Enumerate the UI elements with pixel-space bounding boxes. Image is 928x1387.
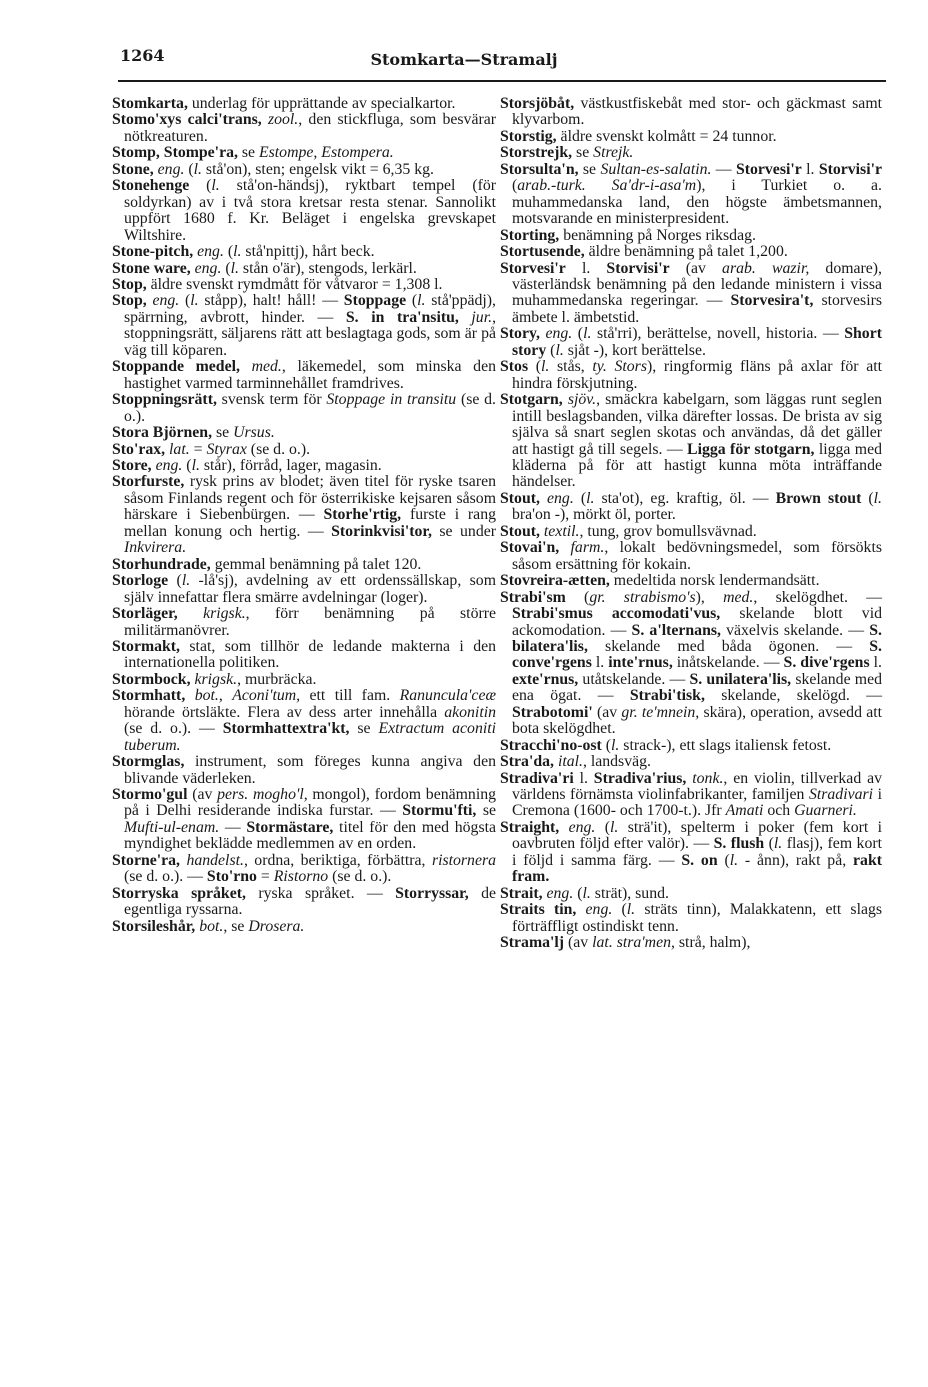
dictionary-entry: Stracchi'no-ost (l. strack-), ett slags italiensk fetost.	[500, 736, 832, 754]
dictionary-entry: Storläger, krigsk., förr benämning på större militärmanövrer.	[112, 605, 497, 639]
dictionary-entry: Strabi'sm (gr. strabismo's), med., skelögdhet. — Strabi'smus accomodati'vus, skelande blott vid ackomodation. — S. a'lternans, växelvis skelande. — S. bilatera'lis, skelande med båda ögonen. — S. conve'rgens l. inte'rnus, inåtskelande. — S. dive'rgens l. exte'rnus, utåtskelande. — S. unilatera'lis, skelande med ena ögat. — Strabi'tisk, skelande, skelögd. — Strabotomi' (av gr. te'mnein, skära), operation, avsedd att bota skelögdhet.	[500, 588, 883, 738]
dictionary-entry: Stonehenge (l. stå'on-händsj), ryktbart tempel (för soldyrkan) av i två stora kretsar resta stenar. Sannolikt uppfört 1680 f. Kr. Beläget i engelska grevskapet Wiltshire.	[112, 177, 497, 244]
dictionary-entry: Stone-pitch, eng. (l. stå'npittj), hårt beck.	[112, 243, 375, 261]
dictionary-entry: Stoppningsrätt, svensk term för Stoppage in transitu (se d. o.).	[112, 391, 497, 425]
dictionary-entry: Storting, benämning på Norges riksdag.	[500, 226, 756, 244]
dictionary-entry: Storvesi'r l. Storvisi'r (av arab. wazir, domare), västerländsk benämning på den ledande ministern i vissa muhammedanska regeringar. — Storvesira't, storvesirs ämbete l. ämbetstid.	[500, 259, 883, 326]
dictionary-entry: Stout, textil., tung, grov bomullsvävnad.	[500, 522, 757, 540]
dictionary-entry: Stovreira-ætten, medeltida norsk lendermandsätt.	[500, 572, 820, 590]
dictionary-entry: Stout, eng. (l. sta'ot), eg. kraftig, öl. — Brown stout (l. bra'on -), mörkt öl, porter.	[500, 489, 882, 524]
dictionary-entry: Storsulta'n, se Sultan-es-salatin. — Storvesi'r l. Storvisi'r (arab.-turk. Sa'dr-i-asa'm), i Turkiet o. a. muhammedanska land, den högste ämbetsmannen, motsvarande en ministerpresident.	[500, 160, 882, 228]
page-number: 1264	[120, 46, 165, 65]
dictionary-entry: Stoppande medel, med., läkemedel, som minska den hastighet varmed tarminnehållet framdrives.	[112, 358, 496, 392]
dictionary-entry: Strama'lj (av lat. stra'men, strå, halm),	[500, 934, 751, 952]
dictionary-entry: Storsjöbåt, västkustfiskebåt med stor- och gäckmast samt klyvarbom.	[500, 95, 882, 129]
dictionary-entry: Stormhatt, bot., Aconi'tum, ett till fam. Ranuncula'ceæ hörande örtsläkte. Flera av dess arter innehålla akonitin (se d. o.). — Stormhattextra'kt, se Extractum aconiti tuberum.	[112, 687, 497, 754]
dictionary-entry: Stotgarn, sjöv., smäckra kabelgarn, som läggas runt seglen intill beslagsbanden, vilka därefter lossas. De brista av sig själva så snart seglen skotas och användas, då det gäller att hastigt gå till segels. — Ligga för stotgarn, ligga med kläderna på för att hastigt kunna möta inträffande händelser.	[500, 391, 882, 491]
dictionary-entry: Stormglas, instrument, som föreges kunna angiva den blivande väderleken.	[112, 753, 496, 787]
dictionary-entry: Stora Björnen, se Ursus.	[112, 424, 275, 442]
left-column	[112, 96, 496, 935]
dictionary-entry: Stovai'n, farm., lokalt bedövningsmedel, som försökts såsom ersättning för kokain.	[500, 539, 882, 573]
dictionary-entry: Stormakt, stat, som tillhör de ledande makterna i den internationella politiken.	[112, 637, 496, 672]
dictionary-entry: Stradiva'ri l. Stradiva'rius, tonk., en violin, tillverkad av världens förnämsta violinfabrikanter, familjen Stradivari i Cremona (1600- och 1700-t.). Jfr Amati och Guarneri.	[500, 769, 882, 820]
dictionary-entry: Stone, eng. (l. stå'on), sten; engelsk vikt = 6,35 kg.	[112, 160, 434, 178]
dictionary-entry: Stomp, Stompe'ra, se Estompe, Estompera.	[112, 144, 394, 162]
dictionary-entry: Straight, eng. (l. strä'it), spelterm i poker (fem kort i oavbruten följd efter valör). — S. flush (l. flasj), fem kort i följd i samma färg. — S. on (l. - ånn), rakt på, rakt fram.	[500, 818, 882, 886]
dictionary-entry: Straits tin, eng. (l. sträts tinn), Malakkatenn, ett slags förträffligt ostindiskt tenn.	[500, 901, 883, 935]
dictionary-entry: Stop, eng. (l. ståpp), halt! håll! — Stoppage (l. stå'ppädj), spärrning, avbrott, hinder. — S. in tra'nsitu, jur., stoppningsrätt, säljarens rätt att beslagtaga gods, som är på väg till köparen.	[112, 292, 497, 359]
header-rule	[118, 80, 886, 82]
dictionary-entry: Strait, eng. (l. strät), sund.	[500, 884, 669, 902]
dictionary-entry: Stomo'xys calci'trans, zool., den stickfluga, som besvärar nötkreaturen.	[112, 111, 496, 145]
running-head: Stomkarta—Stramalj	[370, 50, 558, 69]
dictionary-entry: Storsileshår, bot., se Drosera.	[112, 917, 305, 935]
dictionary-entry: Stone ware, eng. (l. stån o'är), stengods, lerkärl.	[112, 259, 417, 277]
dictionary-entry: Storhundrade, gemmal benämning på talet 120.	[112, 555, 422, 573]
dictionary-entry: Stomkarta, underlag för upprättande av specialkartor.	[112, 95, 456, 112]
dictionary-entry: Stra'da, ital., landsväg.	[500, 753, 651, 771]
dictionary-entry: Sto'rax, lat. = Styrax (se d. o.).	[112, 440, 311, 458]
right-column	[500, 96, 882, 952]
dictionary-entry: Stormo'gul (av pers. mogho'l, mongol), fordom benämning på i Delhi residerande indiska furstar. — Stormu'fti, se Mufti-ul-enam. — Stormästare, titel för den med högsta myndighet beklädde medlemmen av en orden.	[112, 786, 497, 853]
dictionary-entry: Stormbock, krigsk., murbräcka.	[112, 670, 317, 688]
dictionary-entry: Storstrejk, se Strejk.	[500, 144, 634, 162]
dictionary-entry: Storryska språket, ryska språket. — Storryssar, de egentliga ryssarna.	[112, 884, 497, 919]
dictionary-entry: Storfurste, rysk prins av blodet; även titel för ryske tsaren såsom Finlands regent och för österrikiske kejsaren såsom härskare i Siebenbürgen. — Storhe'rtig, furste i rang mellan konung och hertig. — Storinkvisi'tor, se under Inkvirera.	[112, 473, 496, 557]
dictionary-entry: Stortusende, äldre benämning på talet 1,200.	[500, 243, 788, 261]
dictionary-entry: Stos (l. stås, ty. Stors), ringformig fläns på axlar för att hindra förskjutning.	[500, 358, 882, 392]
dictionary-entry: Stop, äldre svenskt rymdmått för våtvaror = 1,308 l.	[112, 275, 443, 293]
dictionary-entry: Storstig, äldre svenskt kolmått = 24 tunnor.	[500, 127, 777, 145]
dictionary-entry: Store, eng. (l. står), förråd, lager, magasin.	[112, 456, 382, 474]
dictionary-entry: Storloge (l. -lå'sj), avdelning av ett ordenssällskap, som själv innefattar flera smärre avdelningar (loger).	[112, 572, 496, 606]
dictionary-entry: Storne'ra, handelst., ordna, beriktiga, förbättra, ristornera (se d. o.). — Sto'rno = Ristorno (se d. o.).	[112, 851, 497, 886]
dictionary-entry: Story, eng. (l. stå'rri), berättelse, novell, historia. — Short story (l. sjåt -), kort berättelse.	[500, 325, 882, 359]
